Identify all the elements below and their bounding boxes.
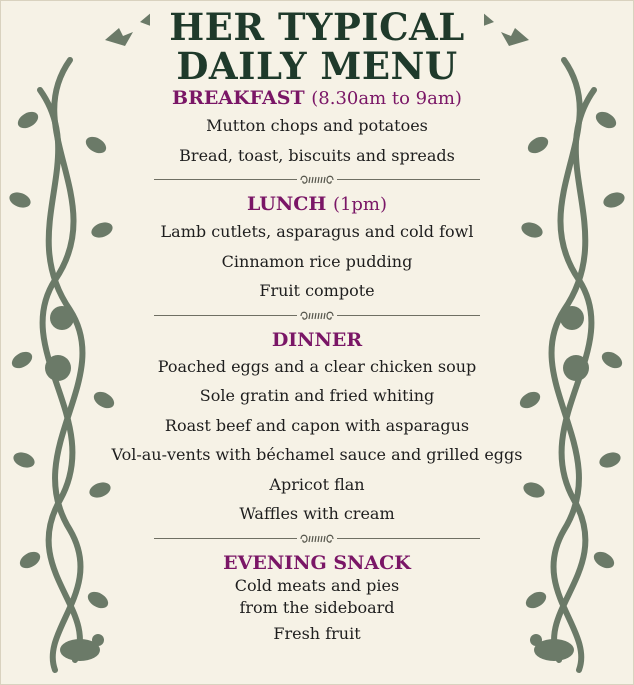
scroll-ornament-icon <box>297 533 337 545</box>
section-breakfast <box>95 86 539 170</box>
menu-item: Apricot flan <box>269 474 365 494</box>
menu-item: Mutton chops and potatoes <box>206 116 428 135</box>
menu-item: Bread, toast, biscuits and spreads <box>179 145 455 165</box>
section-lunch <box>95 192 539 306</box>
menu-item: Vol-au-vents with béchamel sauce and grilled eggs <box>111 445 523 464</box>
menu-item: Cinnamon rice pudding <box>221 251 413 271</box>
menu-item: Poached eggs and a clear chicken soup <box>157 356 477 376</box>
menu-item: Cold meats and pies <box>234 575 400 595</box>
meal-name: BREAKFAST <box>172 87 305 109</box>
section-divider <box>154 174 480 186</box>
menu-item: Waffles with cream <box>239 504 395 523</box>
meal-name: EVENING SNACK <box>223 551 411 574</box>
menu-title <box>95 5 539 88</box>
meal-name: DINNER <box>271 328 363 351</box>
scroll-ornament-icon <box>297 310 337 322</box>
section-divider <box>154 310 480 322</box>
section-heading <box>95 192 539 217</box>
scroll-ornament-icon <box>297 174 337 186</box>
section-heading <box>95 551 539 575</box>
section-heading <box>95 86 539 111</box>
section-dinner <box>95 328 539 529</box>
section-divider <box>154 533 480 545</box>
menu-item: Fresh fruit <box>273 623 361 643</box>
section-heading <box>95 328 539 352</box>
menu-item: from the sideboard <box>239 597 395 617</box>
menu-title-line-2: DAILY MENU <box>176 44 458 88</box>
meal-name: LUNCH <box>246 193 327 215</box>
menu-title-line-1: HER TYPICAL <box>169 5 465 49</box>
meal-time: (8.30am to 9am) <box>311 88 462 109</box>
section-evening-snack <box>95 551 539 649</box>
menu-item: Roast beef and capon with asparagus <box>164 415 470 435</box>
menu-content <box>95 5 539 648</box>
menu-item: Fruit compote <box>259 281 375 300</box>
meal-time: (1pm) <box>332 194 388 215</box>
menu-item: Sole gratin and fried whiting <box>199 386 435 405</box>
menu-item: Lamb cutlets, asparagus and cold fowl <box>160 222 474 241</box>
